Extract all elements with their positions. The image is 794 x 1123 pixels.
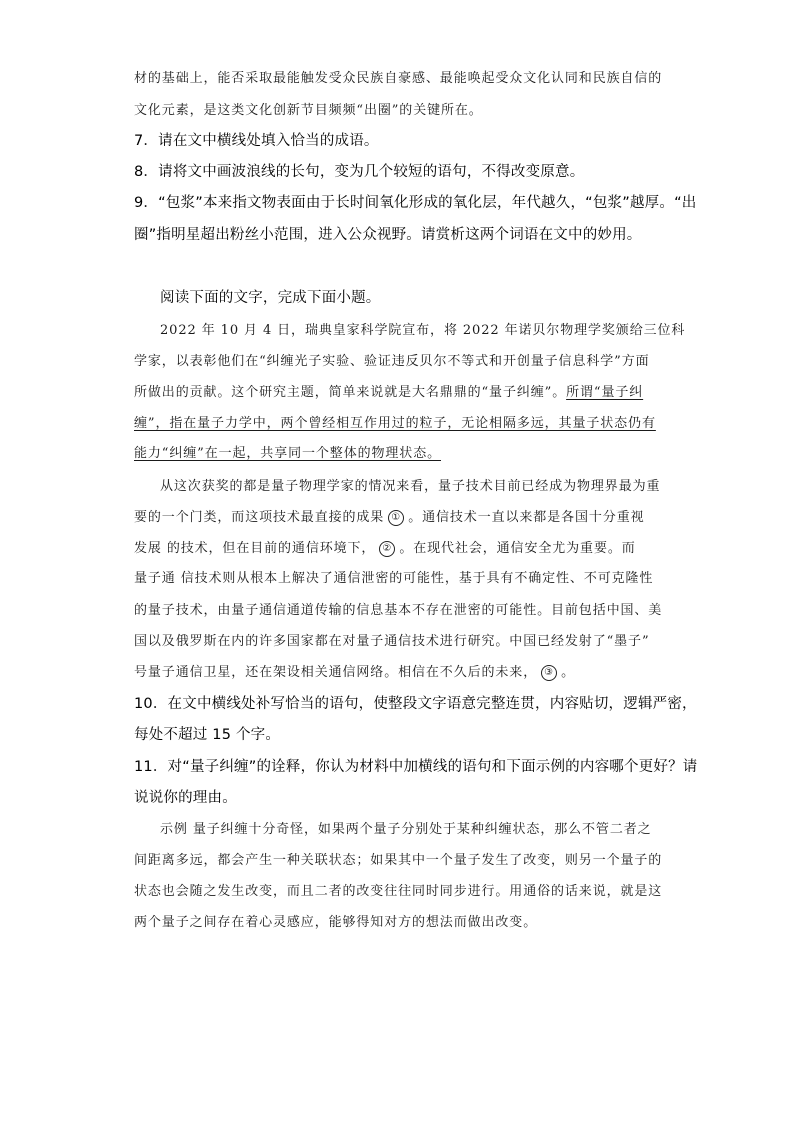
blank-number: ① bbox=[388, 510, 404, 526]
answer-blank-1 bbox=[384, 510, 408, 526]
reading-instruction: 阅读下面的文字，完成下面小题。 bbox=[160, 290, 381, 306]
question-10-line2: 每处不超过 15 个字。 bbox=[134, 727, 281, 743]
text-line: 材的基础上，能否采取最能触发受众民族自豪感、最能唤起受众文化认同和民族自信的 bbox=[134, 71, 663, 86]
example-line: 间距离多远，都会产生一种关联状态；如果其中一个量子发生了改变，则另一个量子的 bbox=[134, 853, 663, 868]
text-line: 从这次获奖的都是量子物理学家的情况来看，量子技术目前已经成为物理界最为重 bbox=[160, 479, 661, 494]
underlined-definition: 缠”，指在量子力学中，两个曾经相互作用过的粒子，无论相隔多远，其量子状态仍有 bbox=[134, 416, 656, 431]
underlined-definition: 能力“纠缠”在一起，共享同一个整体的物理状态。 bbox=[134, 446, 441, 461]
question-9-line1: 9．“包浆”本来指文物表面由于长时间氧化形成的氧化层，年代越久，“包浆”越厚。“出 bbox=[134, 195, 697, 211]
text-line bbox=[134, 381, 643, 400]
question-8: 8．请将文中画波浪线的长句，变为几个较短的语句，不得改变原意。 bbox=[134, 164, 585, 180]
text-line: 国以及俄罗斯在内的许多国家都在对量子通信技术进行研究。中国已经发射了“墨子” bbox=[134, 634, 650, 649]
text-line: 文化元素，是这类文化创新节目频频“出圈”的关键所在。 bbox=[134, 103, 483, 118]
blank-number: ② bbox=[379, 541, 395, 557]
question-11-line1: 11．对“量子纠缠”的诠释，你认为材料中加横线的语句和下面示例的内容哪个更好？请 bbox=[134, 759, 698, 775]
question-7: 7．请在文中横线处填入恰当的成语。 bbox=[134, 133, 379, 149]
text-line bbox=[134, 506, 645, 526]
underlined-definition: 所谓“量子纠 bbox=[566, 385, 644, 400]
example-line: 示例 量子纠缠十分奇怪，如果两个量子分别处于某种纠缠状态，那么不管二者之 bbox=[160, 822, 652, 837]
blank-number: ③ bbox=[541, 665, 557, 681]
text-line: 的量子技术，由量子通信通道传输的信息基本不存在泄密的可能性。目前包括中国、美 bbox=[134, 603, 663, 618]
text-line bbox=[134, 537, 636, 557]
text-line: 量子通 信技术则从根本上解决了通信泄密的可能性，基于具有不确定性、不可克隆性 bbox=[134, 571, 654, 586]
question-11-line2: 说说你的理由。 bbox=[134, 790, 237, 806]
text-segment: 。在现代社会，通信安全尤为重要。而 bbox=[399, 541, 636, 556]
question-9-line2: 圈”指明星超出粉丝小范围，进入公众视野。请赏析这两个词语在文中的妙用。 bbox=[134, 227, 642, 243]
text-line: 学家，以表彰他们在“纠缠光子实验、验证违反贝尔不等式和开创量子信息科学”方面 bbox=[134, 354, 650, 369]
answer-blank-3 bbox=[537, 665, 561, 681]
question-10-line1: 10．在文中横线处补写恰当的语句，使整段文字语意完整连贯，内容贴切，逻辑严密， bbox=[134, 696, 697, 712]
text-segment: 。 bbox=[561, 665, 576, 680]
text-segment: 所做出的贡献。这个研究主题，简单来说就是大名鼎鼎的“量子纠缠”。 bbox=[134, 385, 567, 400]
text-line bbox=[134, 661, 575, 681]
text-line: 2022 年 10 月 4 日，瑞典皇家科学院宣布，将 2022 年诺贝尔物理学奖颁给三位科 bbox=[160, 323, 686, 338]
answer-blank-2 bbox=[375, 541, 399, 557]
text-segment: 。通信技术一直以来都是各国十分重视 bbox=[408, 510, 645, 525]
text-segment: 要的一个门类，而这项技术最直接的成果 bbox=[134, 510, 385, 525]
example-line: 两个量子之间存在着心灵感应，能够得知对方的想法而做出改变。 bbox=[134, 915, 538, 930]
example-line: 状态也会随之发生改变，而且二者的改变往往同时同步进行。用通俗的话来说，就是这 bbox=[134, 884, 663, 899]
text-segment: 发展 的技术，但在目前的通信环境下， bbox=[134, 541, 376, 556]
text-segment: 号量子通信卫星，还在架设相关通信网络。相信在不久后的未来， bbox=[134, 665, 538, 680]
